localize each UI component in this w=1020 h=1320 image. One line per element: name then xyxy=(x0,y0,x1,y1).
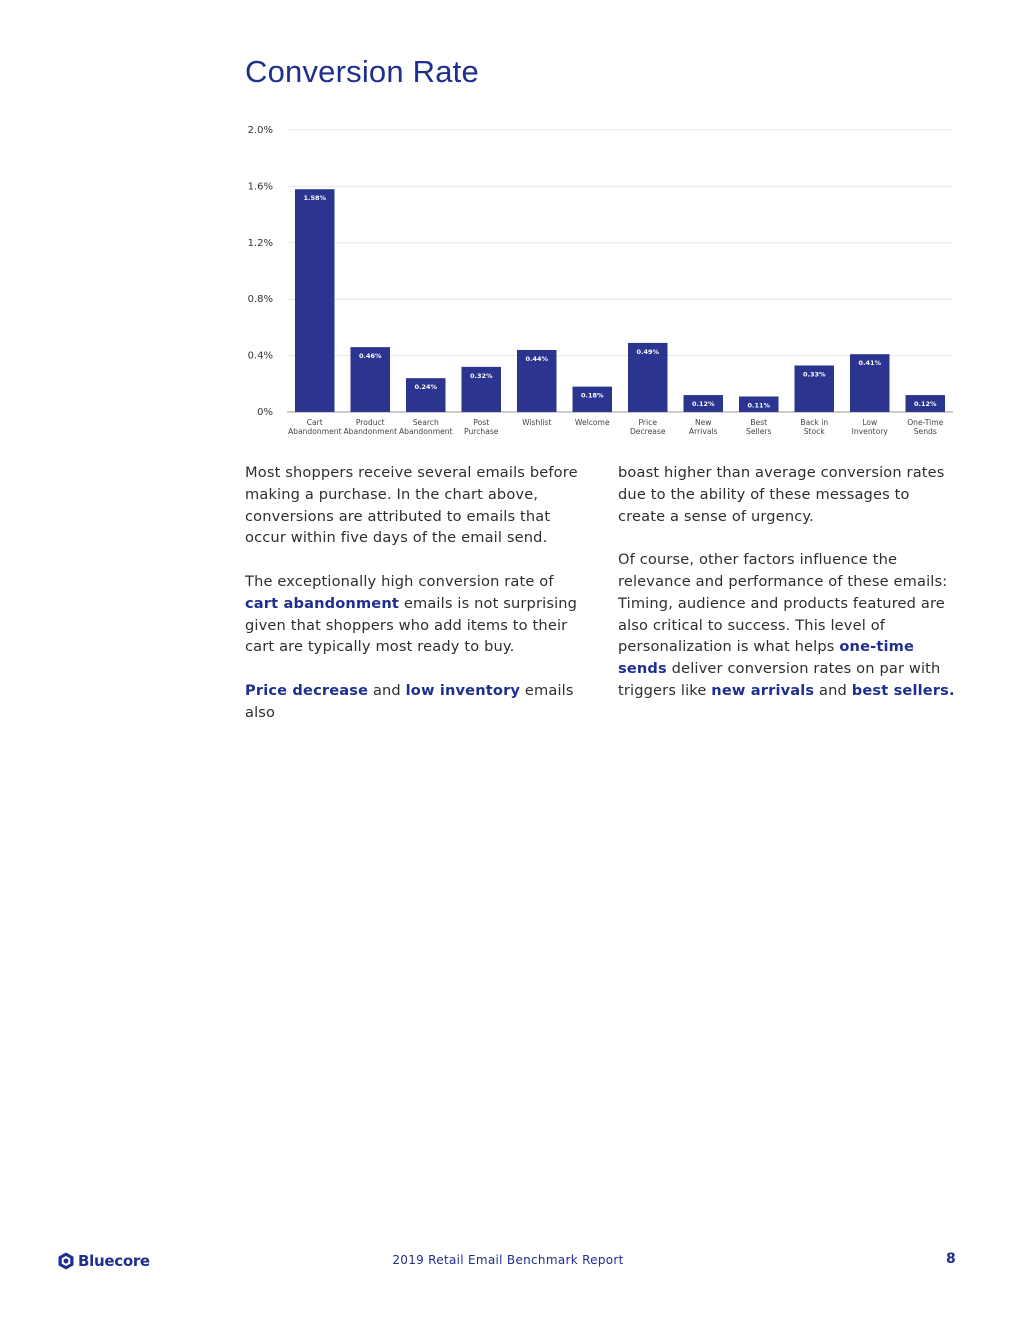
y-tick-label: 0% xyxy=(257,407,273,418)
bar-data-label: 0.32% xyxy=(469,371,493,380)
y-tick-label: 0.4% xyxy=(247,350,273,362)
text-run: The exceptionally high conversion rate of xyxy=(245,572,554,590)
text-run: emails is not surprising given that shoppers who add items to their cart are typically most ready to buy. xyxy=(245,594,578,656)
bar-data-label: 1.58% xyxy=(303,194,327,203)
highlighted-term: low inventory xyxy=(405,681,521,699)
x-tick-label: Search xyxy=(412,418,439,427)
bar-data-label: 0.46% xyxy=(358,352,382,361)
page-title: Conversion Rate xyxy=(245,54,479,89)
text-run: Most shoppers receive several emails before making a purchase. In the chart above, conversions are attributed to emails that occur within five days of the email send. xyxy=(245,464,578,547)
body-paragraph xyxy=(618,462,958,527)
bar xyxy=(295,189,335,412)
page-number: 8 xyxy=(946,1251,956,1267)
x-tick-label: Sends xyxy=(913,427,937,436)
text-run: Of course, other factors influence the relevance and performance of these emails: Timing, audience and products featured are also critical to success. This level of personalization is what helps xyxy=(618,551,948,656)
body-paragraph xyxy=(245,571,587,658)
conversion-rate-bar-chart xyxy=(240,112,962,442)
x-tick-label: One-Time xyxy=(907,418,944,427)
x-tick-label: Price xyxy=(638,418,658,427)
bar-data-label: 0.12% xyxy=(913,400,937,409)
highlighted-term: one-time sends xyxy=(618,638,915,678)
x-tick-label: Cart xyxy=(306,418,323,427)
x-tick-label: Abandonment xyxy=(287,427,342,436)
text-run: emails also xyxy=(245,681,574,721)
x-tick-label: Purchase xyxy=(464,427,499,436)
highlighted-term: cart abandonment xyxy=(245,594,400,612)
x-tick-label: New xyxy=(694,418,712,427)
x-tick-label: Stock xyxy=(803,427,825,436)
text-run: and xyxy=(368,681,406,699)
body-paragraph xyxy=(618,549,958,702)
y-tick-label: 0.8% xyxy=(247,294,273,306)
x-tick-label: Back in xyxy=(800,418,829,427)
y-tick-label: 1.6% xyxy=(247,181,273,193)
y-tick-label: 1.2% xyxy=(247,237,273,249)
x-tick-label: Product xyxy=(355,418,385,427)
highlighted-term: best sellers xyxy=(851,681,949,699)
x-tick-label: Decrease xyxy=(629,427,666,436)
x-tick-label: Inventory xyxy=(851,427,888,436)
x-tick-label: Post xyxy=(473,418,490,427)
logo-text: Bluecore xyxy=(78,1252,150,1270)
bar-data-label: 0.12% xyxy=(691,400,715,409)
highlighted-term: Price decrease xyxy=(245,681,369,699)
bar-data-label: 0.49% xyxy=(636,347,660,356)
x-tick-label: Arrivals xyxy=(688,427,718,436)
body-paragraph xyxy=(245,680,587,724)
body-paragraph xyxy=(245,462,587,549)
bar-data-label: 0.41% xyxy=(858,359,882,368)
text-run: boast higher than average conversion rates due to the ability of these messages to create a sense of urgency. xyxy=(618,464,945,525)
bar-data-label: 0.11% xyxy=(747,401,771,410)
x-tick-label: Abandonment xyxy=(343,427,398,436)
highlighted-term: new arrivals xyxy=(711,681,815,699)
x-tick-label: Abandonment xyxy=(398,427,453,436)
text-run: and xyxy=(814,681,852,699)
body-column-right xyxy=(618,462,958,724)
x-tick-label: Sellers xyxy=(746,427,772,436)
highlighted-term: . xyxy=(949,681,955,699)
bar-data-label: 0.24% xyxy=(414,383,438,392)
y-tick-label: 2.0% xyxy=(247,125,273,136)
x-tick-label: Welcome xyxy=(574,418,610,427)
bar-data-label: 0.18% xyxy=(580,391,604,400)
x-tick-label: Best xyxy=(750,418,768,427)
report-title: 2019 Retail Email Benchmark Report xyxy=(392,1253,624,1267)
x-tick-label: Low xyxy=(862,418,878,427)
body-column-left xyxy=(245,462,587,745)
page-footer xyxy=(0,1250,1020,1274)
x-tick-label: Wishlist xyxy=(522,418,552,427)
text-run: deliver conversion rates on par with triggers like xyxy=(618,660,941,699)
bar-data-label: 0.33% xyxy=(802,370,826,379)
bar-data-label: 0.44% xyxy=(525,354,549,363)
